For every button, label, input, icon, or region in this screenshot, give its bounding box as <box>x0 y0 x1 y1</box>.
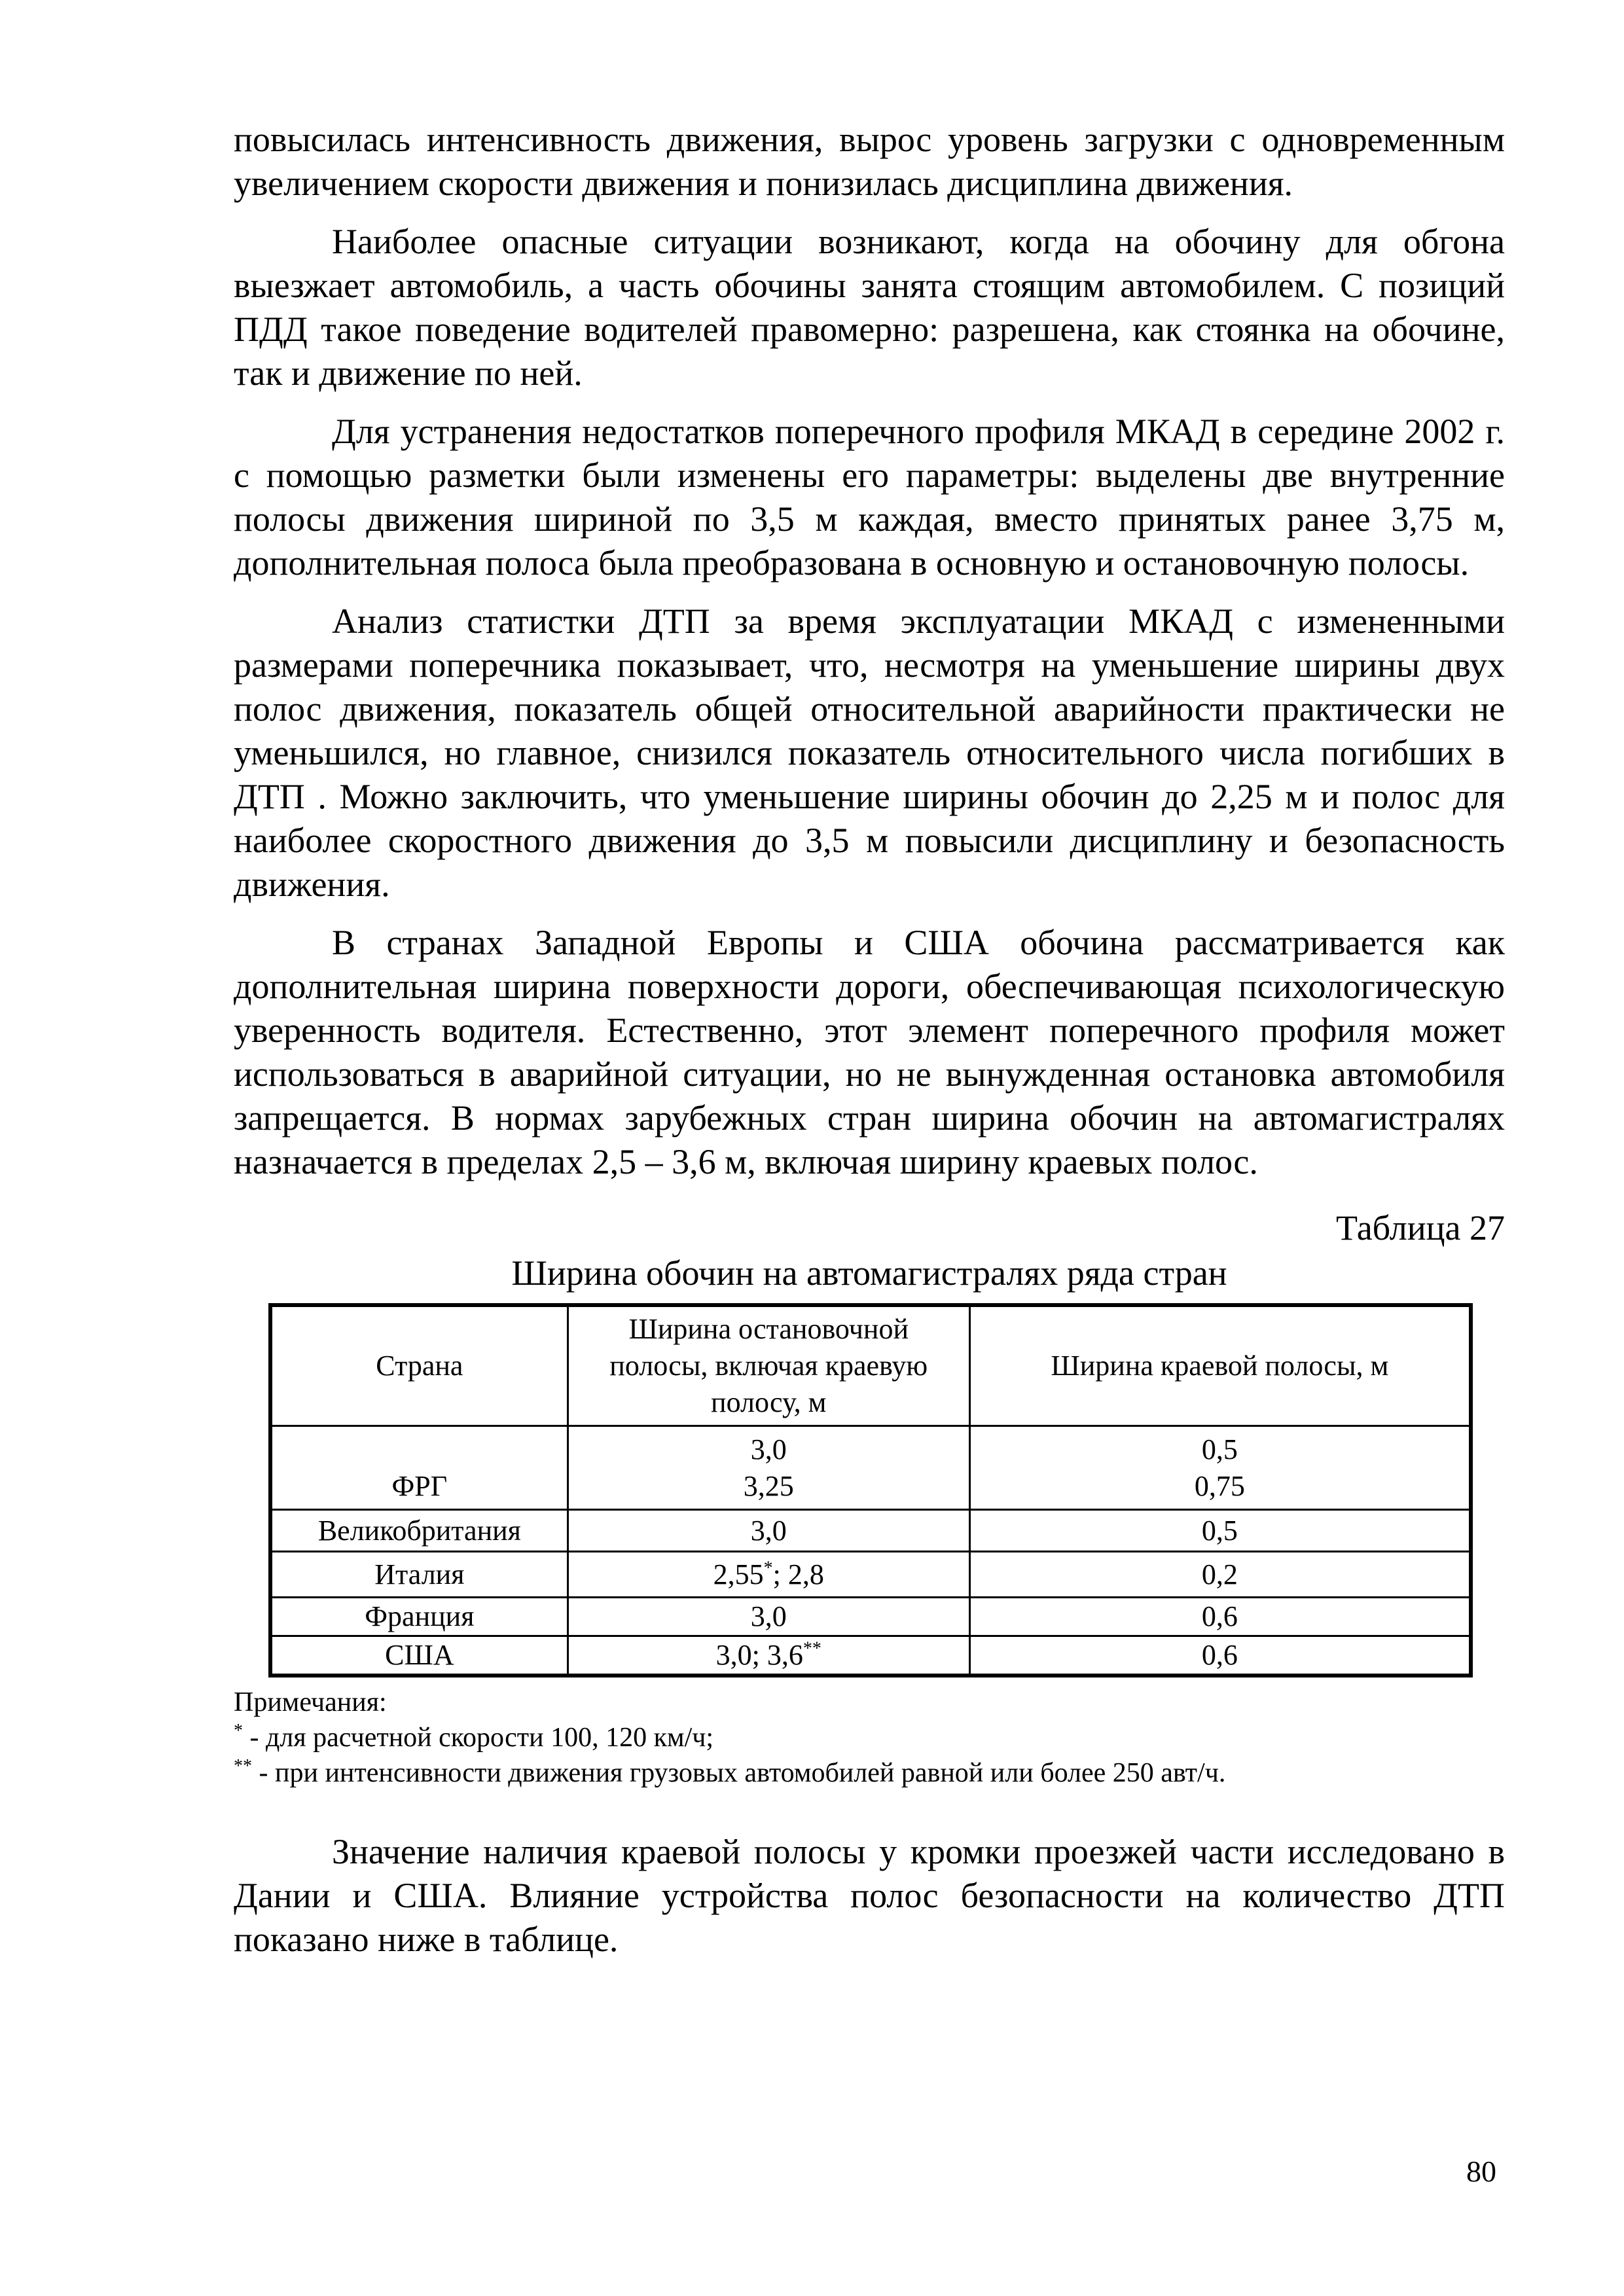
table-title: Ширина обочин на автомагистралях ряда стран <box>511 1253 1227 1293</box>
cell-country: ФРГ <box>272 1426 568 1510</box>
table-row <box>272 1552 1470 1598</box>
cell-country: Италия <box>272 1552 568 1598</box>
cell-edge-lane: 0,6 <box>969 1598 1470 1636</box>
footnote-mark: ** <box>803 1638 821 1659</box>
document-page <box>234 118 1505 1962</box>
footnote-mark: * <box>763 1557 773 1578</box>
paragraph-1: повысилась интенсивность движения, вырос уровень загрузки с одновременным увеличением скорости движения и понизилась дисциплина движения. <box>234 120 1505 203</box>
table-label: Таблица 27 <box>1336 1208 1505 1247</box>
paragraph-2: Наиболее опасные ситуации возникают, когда на обочину для обгона выезжает автомобиль, а часть обочины занята стоящим автомобилем. С позиций ПДД такое поведение водителей правомерно: разрешена, как стоянка на обочине, так и движение по ней. <box>234 222 1505 393</box>
paragraph-5: В странах Западной Европы и США обочина рассматривается как дополнительная ширина поверхности дороги, обеспечивающая психологическую уверенность водителя. Естественно, этот элемент поперечного профиля может использоваться в аварийной ситуации, но не вынужденная остановка автомобиля запрещается. В нормах зарубежных стран ширина обочин на автомагистралях назначается в пределах 2,5 – 3,6 м, включая ширину краевых полос. <box>234 923 1505 1181</box>
table-notes <box>234 1685 1505 1791</box>
page-number: 80 <box>1466 2155 1496 2188</box>
cell-country: Франция <box>272 1598 568 1636</box>
paragraph-6: Значение наличия краевой полосы у кромки проезжей части исследовано в Дании и США. Влияние устройства полос безопасности на количество ДТП показано ниже в таблице. <box>234 1832 1505 1959</box>
cell-value: 0,5 <box>1201 1433 1238 1465</box>
cell-country: США <box>272 1636 568 1675</box>
header-edge-lane: Ширина краевой полосы, м <box>969 1306 1470 1426</box>
paragraph-3: Для устранения недостатков поперечного профиля МКАД в середине 2002 г. с помощью разметки были изменены его параметры: выделены две внутренние полосы движения шириной по 3,5 м каждая, вместо принятых ранее 3,75 м, дополнительная полоса была преобразована в основную и остановочную полосы. <box>234 412 1505 583</box>
shoulder-width-table <box>270 1305 1471 1676</box>
header-stop-lane: Ширина остановочной полосы, включая краевую полосу, м <box>568 1306 969 1426</box>
notes-heading: Примечания: <box>234 1687 387 1717</box>
cell-edge-lane: 0,5 <box>969 1510 1470 1552</box>
header-country: Страна <box>272 1306 568 1426</box>
table-row <box>272 1598 1470 1636</box>
cell-edge-lane <box>969 1426 1470 1510</box>
cell-stop-lane: 3,0 <box>568 1598 969 1636</box>
table-header-row <box>272 1306 1470 1426</box>
cell-country: Великобритания <box>272 1510 568 1552</box>
table-frame <box>268 1303 1473 1677</box>
cell-stop-lane <box>568 1426 969 1510</box>
note-1: * - для расчетной скорости 100, 120 км/ч; <box>234 1721 714 1753</box>
cell-stop-lane: 2,55*; 2,8 <box>568 1552 969 1598</box>
cell-stop-lane: 3,0 <box>568 1510 969 1552</box>
cell-edge-lane: 0,6 <box>969 1636 1470 1675</box>
table-row <box>272 1636 1470 1675</box>
table-row <box>272 1426 1470 1510</box>
table-row <box>272 1510 1470 1552</box>
note-2: ** - при интенсивности движения грузовых автомобилей равной или более 250 авт/ч. <box>234 1756 1226 1788</box>
cell-value: 0,75 <box>1194 1469 1245 1502</box>
paragraph-4: Анализ статистки ДТП за время эксплуатации МКАД с измененными размерами поперечника показывает, что, несмотря на уменьшение ширины двух полос движения, показатель общей относительной аварийности практически не уменьшился, но главное, снизился показатель относительного числа погибших в ДТП . Можно заключить, что уменьшение ширины обочин до 2,25 м и полос для наиболее скоростного движения до 3,5 м повысили дисциплину и безопасность движения. <box>234 601 1505 904</box>
cell-value: 3,25 <box>743 1469 794 1502</box>
cell-value: 3,0 <box>750 1433 787 1465</box>
cell-edge-lane: 0,2 <box>969 1552 1470 1598</box>
cell-stop-lane: 3,0; 3,6** <box>568 1636 969 1675</box>
